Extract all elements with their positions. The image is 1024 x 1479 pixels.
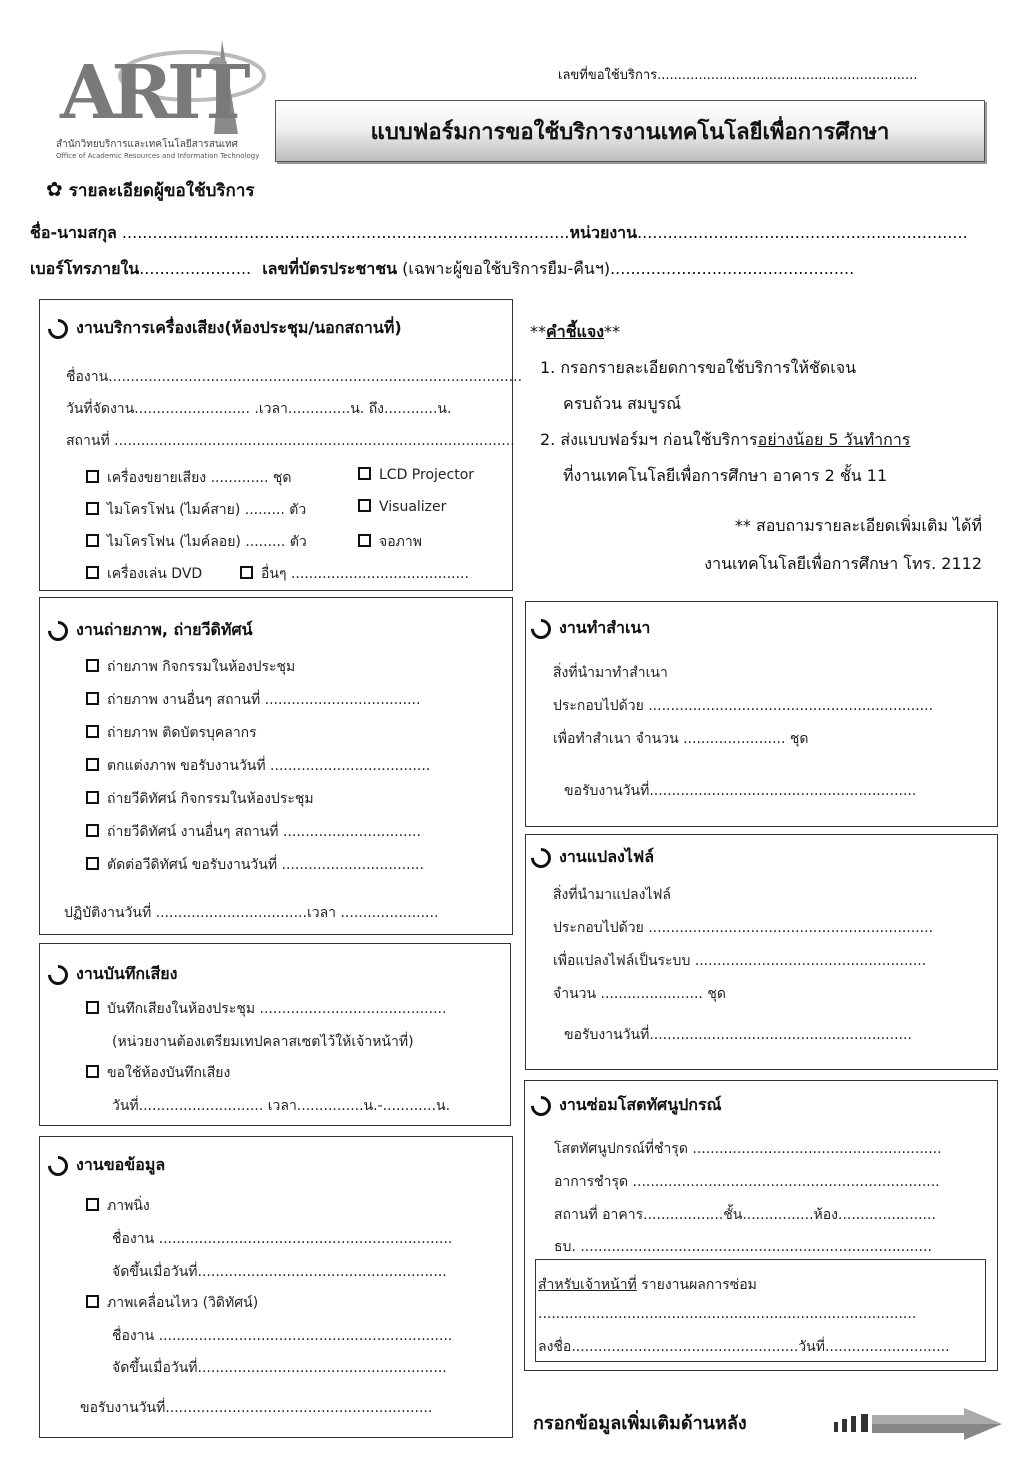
logo-caption-en: Office of Academic Resources and Information Technology xyxy=(56,152,260,160)
audio-service-box xyxy=(39,299,523,591)
applicant-name-row[interactable]: ชื่อ-นามสกุล ........................................................................................หน่วยงาน................................................................. xyxy=(30,223,968,242)
radio-icon[interactable] xyxy=(527,1091,555,1119)
radio-icon[interactable] xyxy=(44,616,72,644)
instruction-1-line1: 1. กรอกรายละเอียดการขอใช้บริการให้ชัดเจน xyxy=(540,358,857,377)
checkbox-icon[interactable] xyxy=(86,470,99,483)
logo xyxy=(42,34,278,174)
form-title: แบบฟอร์มการขอใช้บริการงานเทคโนโลยีเพื่อการศึกษา xyxy=(275,100,985,162)
checkbox-icon[interactable] xyxy=(86,1065,99,1078)
checkbox-icon[interactable] xyxy=(358,499,371,512)
applicant-heading: ✿ รายละเอียดผู้ขอใช้บริการ xyxy=(46,177,255,201)
instruction-1-line2: ครบถ้วน สมบูรณ์ xyxy=(563,394,682,413)
copy-consists[interactable]: ประกอบไปด้วย ................................................................ xyxy=(553,698,934,714)
radio-icon[interactable] xyxy=(44,960,72,988)
logo-mark: ARIT xyxy=(60,50,245,136)
checkbox-icon[interactable] xyxy=(86,824,99,837)
radio-icon[interactable] xyxy=(44,314,72,342)
data-still-image[interactable]: ภาพนิ่ง xyxy=(86,1195,150,1217)
checkbox-icon[interactable] xyxy=(86,791,99,804)
checkbox-icon[interactable] xyxy=(86,534,99,547)
checkbox-icon[interactable] xyxy=(86,566,99,579)
checkbox-icon[interactable] xyxy=(86,692,99,705)
recording-service-box xyxy=(39,943,511,1126)
checkbox-wired-mic[interactable]: ไมโครโฟน (ไมค์สาย) ......... ตัว xyxy=(86,499,306,521)
checkbox-icon[interactable] xyxy=(358,534,371,547)
repair-asset-no[interactable]: ธบ. ............................................................................... xyxy=(554,1239,932,1255)
checkbox-icon[interactable] xyxy=(86,659,99,672)
photo-option[interactable]: ถ่ายวีดิทัศน์ กิจกรรมในห้องประชุม xyxy=(86,788,314,810)
photo-option[interactable]: ตกแต่งภาพ ขอรับงานวันที่ .................................... xyxy=(86,755,430,777)
staff-signature[interactable]: ลงชื่อ...................................................วันที่............................ xyxy=(538,1339,950,1355)
photo-service-title: งานถ่ายภาพ, ถ่ายวีดิทัศน์ xyxy=(48,618,253,643)
copy-service-title: งานทำสำเนา xyxy=(531,616,650,641)
staff-report-label: สำหรับเจ้าหน้าที่ รายงานผลการซ่อม xyxy=(538,1277,757,1293)
repair-location[interactable]: สถานที่ อาคาร..................ชั้น................ห้อง...................... xyxy=(554,1207,936,1223)
checkbox-icon[interactable] xyxy=(86,1001,99,1014)
audio-date-time[interactable]: วันที่จัดงาน.......................... .เวลา..............น. ถึง............น. xyxy=(66,401,452,417)
photo-option[interactable]: ตัดต่อวีดิทัศน์ ขอรับงานวันที่ ................................ xyxy=(86,854,424,876)
recording-studio[interactable]: ขอใช้ห้องบันทึกเสียง xyxy=(86,1062,230,1084)
recording-date-time[interactable]: วันที่............................ เวลา...............น.-............น. xyxy=(112,1098,451,1114)
photo-option[interactable]: ถ่ายภาพ ติดบัตรบุคลากร xyxy=(86,722,257,744)
checkbox-visualizer[interactable]: Visualizer xyxy=(358,499,446,515)
repair-equipment[interactable]: โสตทัศนูปกรณ์ที่ชำรุด ........................................................ xyxy=(554,1141,942,1157)
copy-count[interactable]: เพื่อทำสำเนา จำนวน ....................... ชุด xyxy=(553,731,809,747)
convert-receive-date[interactable]: ขอรับงานวันที่........................................................... xyxy=(564,1027,912,1043)
data-service-title: งานขอข้อมูล xyxy=(48,1153,165,1178)
convert-amount[interactable]: จำนวน ....................... ชุด xyxy=(553,986,726,1002)
checkbox-icon[interactable] xyxy=(86,857,99,870)
checkbox-icon[interactable] xyxy=(86,1198,99,1211)
staff-report-box xyxy=(535,1259,986,1362)
repair-symptom[interactable]: อาการชำรุด ..................................................................... xyxy=(554,1174,940,1190)
instructions-title: **คำชี้แจง** xyxy=(530,322,621,341)
checkbox-amplifier[interactable]: เครื่องขยายเสียง ............. ชุด xyxy=(86,467,291,489)
checkbox-dvd[interactable]: เครื่องเล่น DVD xyxy=(86,563,202,585)
photo-service-box xyxy=(39,597,513,935)
checkbox-icon[interactable] xyxy=(358,467,371,480)
photo-option[interactable]: ถ่ายภาพ งานอื่นๆ สถานที่ ................................... xyxy=(86,689,420,711)
audio-service-title: งานบริการเครื่องเสียง(ห้องประชุม/นอกสถานที่) xyxy=(48,316,402,341)
repair-service-title: งานซ่อมโสตทัศนูปกรณ์ xyxy=(531,1093,721,1118)
data-still-name[interactable]: ชื่องาน .................................................................. xyxy=(112,1231,453,1247)
logo-caption-th: สำนักวิทยบริการและเทคโนโลยีสารสนเทศ xyxy=(56,139,239,150)
copy-item: สิ่งที่นำมาทำสำเนา xyxy=(553,665,668,681)
staff-report-dots[interactable]: ..................................................................................... xyxy=(538,1306,917,1322)
checkbox-icon[interactable] xyxy=(86,725,99,738)
photo-option[interactable]: ถ่ายวีดิทัศน์ งานอื่นๆ สถานที่ ............................... xyxy=(86,821,421,843)
instruction-2-line2: ที่งานเทคโนโลยีเพื่อการศึกษา อาคาร 2 ชั้น 11 xyxy=(563,466,888,485)
photo-option[interactable]: ถ่ายภาพ กิจกรรมในห้องประชุม xyxy=(86,656,295,678)
contact-line1: ** สอบถามรายละเอียดเพิ่มเติม ได้ที่ xyxy=(734,516,982,535)
recording-note: (หน่วยงานต้องเตรียมเทปคลาสเซตไว้ให้เจ้าหน้าที่) xyxy=(112,1034,414,1050)
contact-line2: งานเทคโนโลยีเพื่อการศึกษา โทร. 2112 xyxy=(704,554,982,573)
recording-service-title: งานบันทึกเสียง xyxy=(48,962,177,987)
checkbox-lcd[interactable]: LCD Projector xyxy=(358,467,474,483)
repair-service-box xyxy=(524,1080,998,1371)
request-number[interactable]: เลขที่ขอใช้บริการ............................................................... xyxy=(558,68,918,83)
radio-icon[interactable] xyxy=(527,843,555,871)
data-still-date[interactable]: จัดขึ้นเมื่อวันที่........................................................ xyxy=(112,1264,447,1280)
checkbox-icon[interactable] xyxy=(86,1295,99,1308)
radio-icon[interactable] xyxy=(527,614,555,642)
arrow-right-icon xyxy=(834,1407,1004,1441)
radio-icon[interactable] xyxy=(44,1151,72,1179)
data-video-name[interactable]: ชื่องาน .................................................................. xyxy=(112,1328,453,1344)
convert-consists[interactable]: ประกอบไปด้วย ................................................................ xyxy=(553,920,934,936)
checkbox-icon[interactable] xyxy=(240,566,253,579)
convert-service-title: งานแปลงไฟล์ xyxy=(531,845,654,870)
audio-event-name[interactable]: ชื่องาน............................................................................................. xyxy=(66,369,523,385)
instruction-2-line1: 2. ส่งแบบฟอร์มฯ ก่อนใช้บริการอย่างน้อย 5 วันทำการ xyxy=(540,430,911,449)
convert-format[interactable]: เพื่อแปลงไฟล์เป็นระบบ .................................................... xyxy=(553,953,927,969)
copy-service-box xyxy=(525,601,998,827)
flower-icon: ✿ xyxy=(46,177,63,201)
checkbox-icon[interactable] xyxy=(86,502,99,515)
convert-service-box xyxy=(525,834,998,1070)
photo-work-date[interactable]: ปฏิบัติงานวันที่ ..................................เวลา ...................... xyxy=(64,905,439,921)
checkbox-icon[interactable] xyxy=(86,758,99,771)
continue-on-back: กรอกข้อมูลเพิ่มเติมด้านหลัง xyxy=(533,1413,747,1434)
data-video-date[interactable]: จัดขึ้นเมื่อวันที่........................................................ xyxy=(112,1360,447,1376)
copy-receive-date[interactable]: ขอรับงานวันที่............................................................ xyxy=(564,783,917,799)
convert-item: สิ่งที่นำมาแปลงไฟล์ xyxy=(553,887,671,903)
data-receive-date[interactable]: ขอรับงานวันที่............................................................ xyxy=(80,1400,433,1416)
data-service-box xyxy=(39,1136,513,1438)
recording-room[interactable]: บันทึกเสียงในห้องประชุม .......................................... xyxy=(86,998,446,1020)
checkbox-other[interactable]: อื่นๆ ........................................ xyxy=(240,563,469,585)
checkbox-screen[interactable]: จอภาพ xyxy=(358,531,422,553)
data-video[interactable]: ภาพเคลื่อนไหว (วิดิทัศน์) xyxy=(86,1292,258,1314)
audio-venue[interactable]: สถานที่ .......................................................................................... xyxy=(66,433,515,449)
applicant-phone-row[interactable]: เบอร์โทรภายใน...................... เลขที่บัตรประชาชน (เฉพาะผู้ขอใช้บริการยืม-คืนฯ)................................................ xyxy=(30,259,855,278)
checkbox-wireless-mic[interactable]: ไมโครโฟน (ไมค์ลอย) ......... ตัว xyxy=(86,531,307,553)
